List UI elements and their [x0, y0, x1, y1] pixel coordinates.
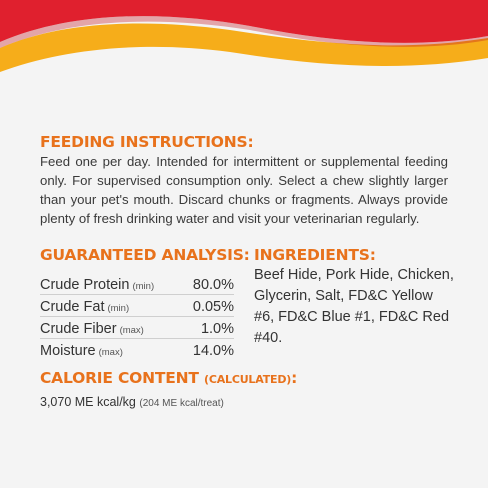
feeding-instructions-text: Feed one per day. Intended for intermittent or supplemental feeding only. For supervised consumption only. Select a chew slightly larger than your pet's mouth. Discard chunks or fragments. Always provide plenty of fresh drinking water and visit your veterinarian regularly.: [40, 154, 448, 226]
feeding-instructions-title: FEEDING INSTRUCTIONS:: [40, 133, 254, 151]
analysis-value: 0.05%: [192, 299, 234, 315]
guaranteed-analysis-title: GUARANTEED ANALYSIS:: [40, 246, 250, 264]
analysis-row: [40, 293, 234, 317]
ingredients-text: Beef Hide, Pork Hide, Chicken, Glycerin, Salt, FD&C Yellow #6, FD&C Blue #1, FD&C Red #40.: [254, 267, 454, 346]
ingredients-title: INGREDIENTS:: [254, 246, 376, 264]
analysis-row: [40, 337, 234, 360]
analysis-label: Crude Protein (min): [40, 277, 155, 293]
calorie-content-value: 3,070 ME kcal/kg (204 ME kcal/treat): [40, 395, 224, 409]
calorie-content-title: CALORIE CONTENT (CALCULATED):: [40, 369, 298, 387]
analysis-label: Crude Fat (min): [40, 299, 130, 315]
analysis-row: [40, 315, 234, 339]
analysis-row: [40, 271, 234, 295]
decorative-wave-banner: [0, 0, 488, 90]
analysis-value: 80.0%: [192, 277, 234, 293]
analysis-label: Crude Fiber (max): [40, 321, 144, 337]
analysis-value: 1.0%: [200, 321, 234, 337]
analysis-value: 14.0%: [192, 343, 234, 359]
analysis-label: Moisture (max): [40, 343, 123, 359]
